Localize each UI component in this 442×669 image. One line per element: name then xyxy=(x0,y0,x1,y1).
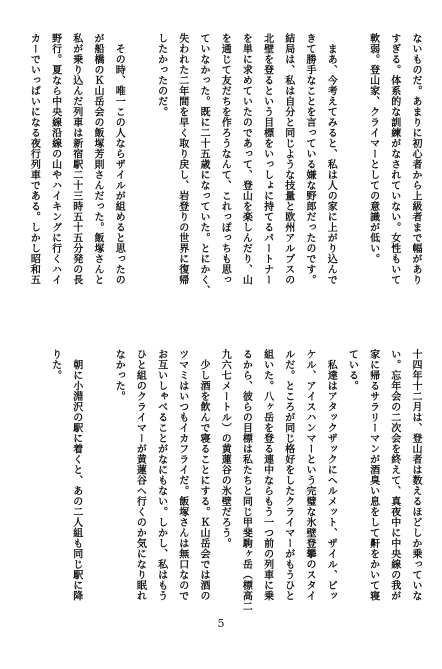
text-column: すぎる。体系的な訓練がなされていない。女性もいて xyxy=(388,33,400,285)
text-column: を通じて友だちを作ろうなんて、これっぽっちも思っ xyxy=(219,33,231,285)
text-column: お互いしゃべることがなにもない。しかし、私はもう xyxy=(155,349,167,601)
page-number: 5 xyxy=(217,617,225,630)
text-column: その時、唯一この人ならザイルが組めると思ったの xyxy=(113,33,125,285)
text-column: 結局は、私は自分と同じような技量と欧州アルプスの xyxy=(282,33,294,285)
text-column: ルだ。ところが同じ格好をしたクライマーがもうひと xyxy=(282,349,294,601)
text-column: 十四年十二月は、登山者は数えるほどしか乗っていな xyxy=(410,349,421,601)
text-column: 私達はアタックザックにヘルメット、ザイル、ピッ xyxy=(325,349,337,601)
text-column: 朝に小淵沢の駅に着くと、あの二人組も同じ駅に降 xyxy=(70,349,82,601)
text-column: りた。 xyxy=(49,349,61,381)
text-column: カーでいっぱいになる夜行列車である。しかし昭和五 xyxy=(28,33,40,285)
text-column: るから、彼らの目標は私たちと同じ甲斐駒ヶ岳（標高二 xyxy=(240,349,252,612)
text-column: ツマミはいつもイカフライだ。飯塚さんは無口なので xyxy=(176,349,188,601)
text-column: 失われた二年間を早く取り戻し、岩登りの世界に復帰 xyxy=(176,33,188,285)
text-column: ている。 xyxy=(346,349,358,391)
text-column: 私が乗り込んだ列車は新宿駅二十三時五十五分発の長 xyxy=(70,33,82,285)
text-column: が船橋のＫ山岳会の飯塚芳則さんだった。飯塚さんと xyxy=(92,33,103,285)
text-column: 九六七メートル）の黄蓮谷の氷壁だろう。 xyxy=(219,349,231,549)
text-column: なかった。 xyxy=(113,349,125,402)
text-column: 野行。夏なら中央線沿線の山やハイキングに行くハイ xyxy=(49,33,61,285)
text-column: 北壁を登るという目標をいっしょに持てるパートナー xyxy=(261,33,273,285)
text-column: ていなかった。既に二十五歳になっていた。とにかく、 xyxy=(198,33,209,296)
text-column: 家に帰るサラリーマンが酒臭い息をして鼾をかいて寝 xyxy=(367,349,379,601)
text-column: を単に求めていたのであって、登山を楽しんだり、山 xyxy=(240,33,252,285)
text-column: したかったのだ。 xyxy=(155,33,167,117)
text-column: まあ、今考えてみると、私は人の家に上がり込んで xyxy=(325,33,337,285)
text-column: 軟弱。登山家、クライマーとしての意識が低い。 xyxy=(367,33,379,264)
text-column: ひと組のクライマーが黄蓮谷へ行くのか気になり眠れ xyxy=(134,349,146,601)
text-column: ケル、アイスハンマーという完璧な氷壁登攀のスタイ xyxy=(304,349,315,601)
text-column: 少し酒を飲んで寝ることにする。Ｋ山岳会では酒の xyxy=(198,349,209,601)
text-column: い。忘年会の二次会を終えて、真夜中に中央線の我が xyxy=(388,349,400,601)
text-column: ないものだ。あまりに初心者から上級者まで幅があり xyxy=(410,33,421,285)
text-column: 組いた。八ヶ岳を登る連中ならもう一つ前の列車に乗 xyxy=(261,349,273,601)
text-column: きて勝手なことを言っている嫌な野郎だったのです。 xyxy=(304,33,315,285)
